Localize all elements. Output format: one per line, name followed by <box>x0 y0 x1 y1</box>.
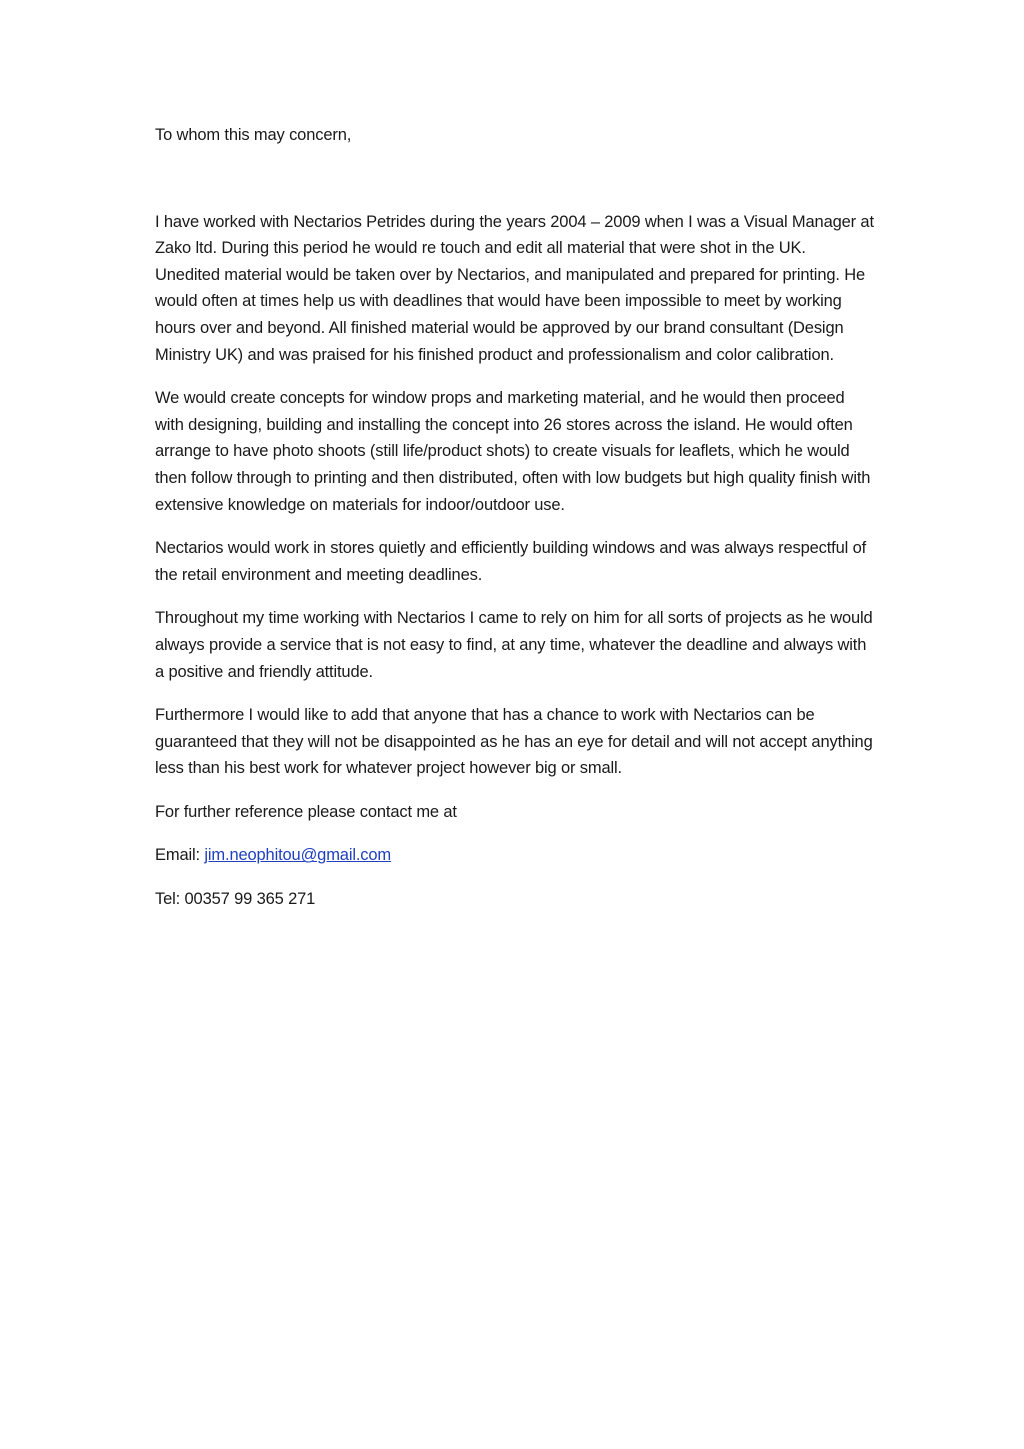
email-line <box>155 842 875 869</box>
email-label: Email: <box>155 846 200 865</box>
paragraph-concepts: We would create concepts for window props and marketing material, and he would then proceed with designing, building and installing the concept into 26 stores across the island. He would often arrange to have photo shoots (still life/product shots) to create visuals for leaflets, which he would then follow through to printing and then distributed, often with low budgets but high quality finish with extensive knowledge on materials for indoor/outdoor use. <box>155 389 871 514</box>
telephone-line: Tel: 00357 99 365 271 <box>155 890 316 909</box>
paragraph-contact-intro: For further reference please contact me at <box>155 802 457 821</box>
paragraph-work-history: I have worked with Nectarios Petrides during the years 2004 – 2009 when I was a Visual Manager at Zako ltd. During this period he would re touch and edit all material that were shot in the UK. Unedited material would be taken over by Nectarios, and manipulated and prepared for printing. He would often at times help us with deadlines that would have been impossible to meet by working hours over and beyond. All finished material would be approved by our brand consultant (Design Ministry UK) and was praised for his finished product and professionalism and color calibration. <box>155 212 874 364</box>
reference-letter <box>155 122 875 930</box>
salutation: To whom this may concern, <box>155 126 352 144</box>
paragraph-recommendation: Furthermore I would like to add that anyone that has a chance to work with Nectarios can be guaranteed that they will not be disappointed as he has an eye for detail and will not accept anything less than his best work for whatever project however big or small. <box>155 706 873 778</box>
email-link[interactable]: jim.neophitou@gmail.com <box>204 846 392 865</box>
paragraph-store-work: Nectarios would work in stores quietly and efficiently building windows and was always respectful of the retail environment and meeting deadlines. <box>155 539 867 584</box>
paragraph-reliability: Throughout my time working with Nectarios I came to rely on him for all sorts of projects as he would always provide a service that is not easy to find, at any time, whatever the deadline and always with a positive and friendly attitude. <box>155 609 873 681</box>
